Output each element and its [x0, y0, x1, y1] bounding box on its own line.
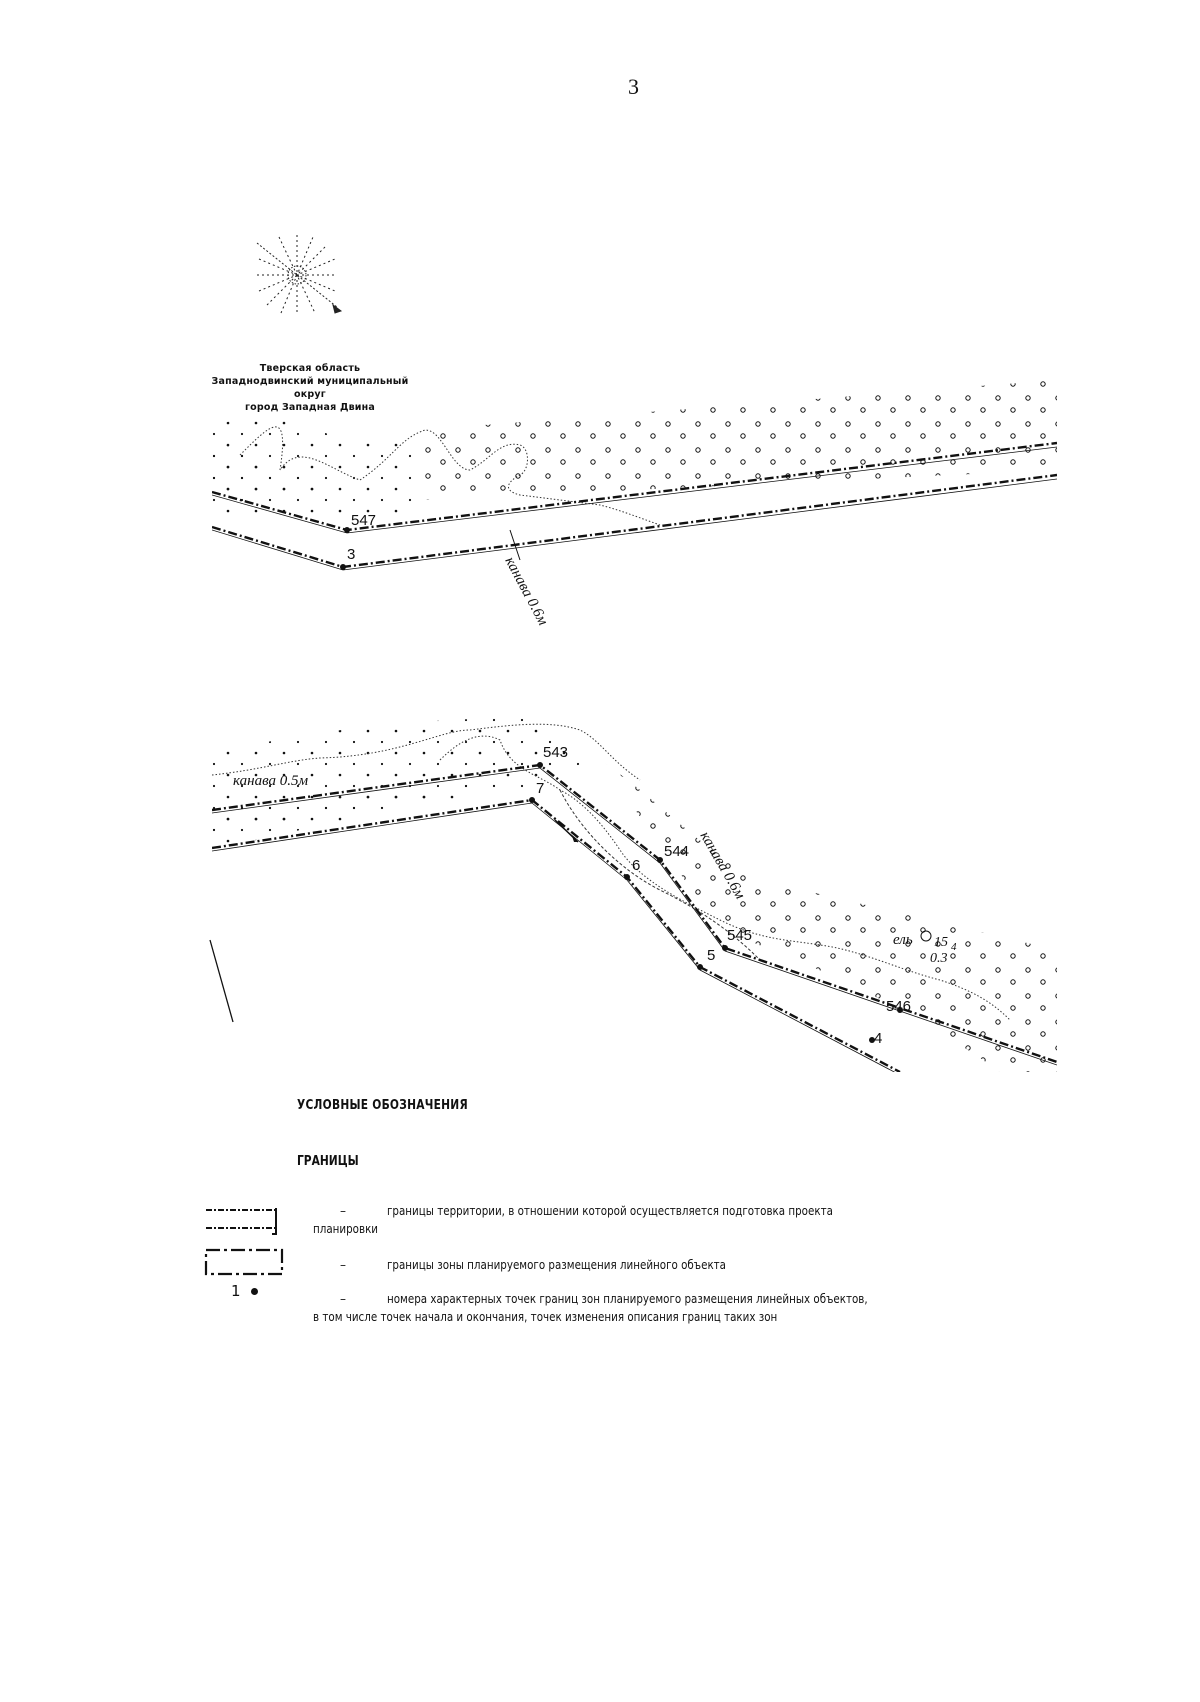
legend-title: УСЛОВНЫЕ ОБОЗНАЧЕНИЯ [297, 1098, 468, 1113]
region-line-city: город Западная Двина [244, 402, 376, 413]
legend-symbol-point [231, 1282, 258, 1300]
point-label-4: 4 [874, 1030, 883, 1047]
region-line-okrug: Западнодвинский муниципальный округ [211, 376, 409, 400]
legend-text-line2: в том числе точек начала и окончания, точек изменения описания границ таких зон [313, 1310, 778, 1324]
stray-stroke [210, 940, 233, 1022]
legend-text-line1: границы зоны планируемого размещения линейного объекта [387, 1258, 727, 1272]
legend-text-line2: планировки [313, 1222, 379, 1236]
page-number: 3 [628, 74, 639, 99]
point-label-547: 547 [351, 512, 377, 529]
spruce-value-top: 15 [934, 935, 948, 950]
point-dot-icon [251, 1288, 258, 1295]
legend-text-line1: номера характерных точек границ зон планируемого размещения линейных объектов, [387, 1292, 868, 1306]
ditch-label-right: канава 0.6м [696, 829, 748, 903]
ditch-label-left: канава 0.5м [233, 773, 309, 789]
point-label-3: 3 [347, 546, 356, 563]
legend-symbol-zone-boundary [204, 1248, 286, 1276]
map-fragment-top [212, 380, 1057, 570]
point-label-546: 546 [886, 998, 912, 1015]
ditch-label-top: канава 0.6м [501, 554, 551, 629]
spruce-value-bottom: 0.3 [930, 951, 948, 966]
spruce-label: ель [893, 932, 913, 948]
point-label-7: 7 [536, 780, 545, 797]
legend-item-points [313, 1290, 953, 1330]
legend-dash: – [340, 1258, 346, 1272]
legend-text-line1: границы территории, в отношении которой осуществляется подготовка проекта [387, 1204, 833, 1218]
legend-point-number: 1 [231, 1282, 241, 1300]
point-label-5: 5 [707, 947, 716, 964]
legend-item-territory [313, 1202, 913, 1242]
point-label-544: 544 [664, 843, 690, 860]
point-label-6: 6 [632, 857, 641, 874]
legend-item-zone [313, 1256, 913, 1276]
legend-section-boundaries: ГРАНИЦЫ [297, 1154, 359, 1169]
point-label-545: 545 [727, 927, 753, 944]
spruce-value-sub: 4 [951, 941, 957, 953]
map-fragment-bottom [212, 718, 1057, 1075]
region-line-oblast: Тверская область [259, 363, 361, 374]
compass-rose-icon [257, 235, 341, 315]
legend-symbol-territory-boundary [204, 1206, 286, 1238]
legend-dash: – [340, 1292, 346, 1306]
point-label-543: 543 [543, 744, 569, 761]
legend-dash: – [340, 1204, 346, 1218]
